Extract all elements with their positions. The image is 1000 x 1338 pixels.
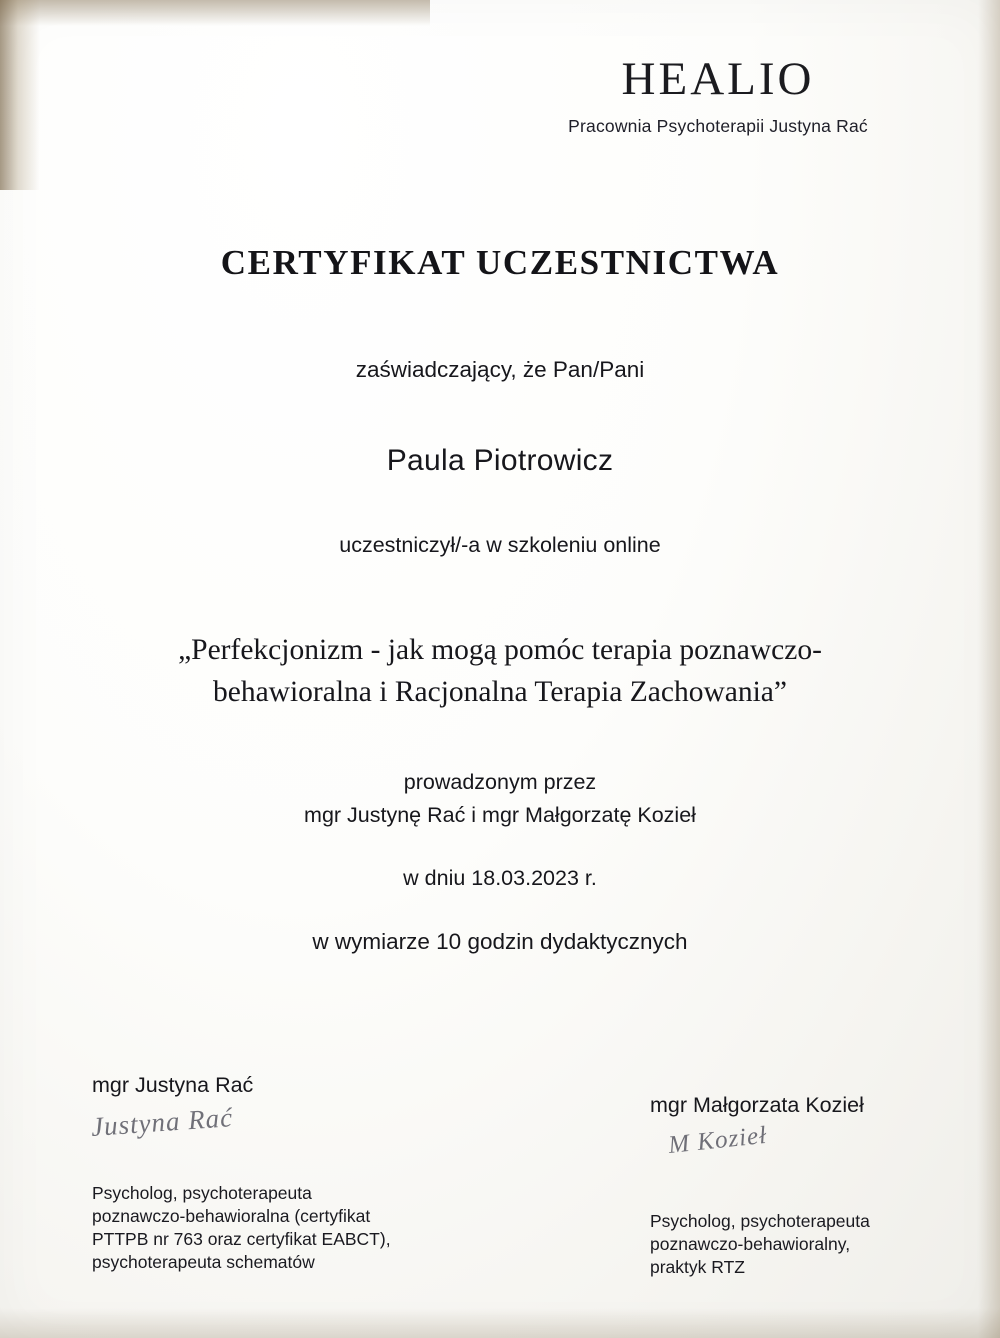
signature-name-right: mgr Małgorzata Kozieł xyxy=(650,1093,864,1117)
participation-line: uczestniczył/-a w szkoleniu online xyxy=(339,533,661,557)
handwritten-signature-right: M Kozieł xyxy=(667,1121,769,1160)
recipient-name: Paula Piotrowicz xyxy=(386,444,614,477)
brand-subtitle: Pracownia Psychoterapii Justyna Rać xyxy=(568,116,868,136)
conducted-by-label: prowadzonym przez xyxy=(403,770,597,794)
course-title-line-1: „Perfekcjonizm - jak mogą pomóc terapia poznawczo- xyxy=(178,634,822,666)
signature-role-right-line-3: praktyk RTZ xyxy=(650,1257,745,1278)
signature-role-left xyxy=(92,1182,472,1274)
signature-role-left-line-4: psychoterapeuta schematów xyxy=(92,1252,315,1273)
signature-role-right-line-2: poznawczo-behawioralny, xyxy=(650,1234,851,1255)
signature-block-left xyxy=(92,1073,472,1274)
signature-role-right xyxy=(650,1210,1000,1279)
scan-shadow-left xyxy=(0,0,40,190)
attestation-line: zaświadczający, że Pan/Pani xyxy=(355,357,645,382)
brand-header xyxy=(508,53,928,137)
page-title: CERTYFIKAT UCZESTNICTWA xyxy=(220,243,780,282)
course-date: w dniu 18.03.2023 r. xyxy=(403,866,597,890)
signature-name-left: mgr Justyna Rać xyxy=(92,1073,254,1097)
conducted-by-people: mgr Justynę Rać i mgr Małgorzatę Kozieł xyxy=(304,803,696,827)
scan-shadow-top xyxy=(0,0,430,26)
scan-shadow-bottom xyxy=(0,1308,1000,1338)
signature-role-left-line-2: poznawczo-behawioralna (certyfikat xyxy=(92,1206,371,1227)
brand-logo-text: HEALIO xyxy=(621,53,815,105)
signature-block-right xyxy=(650,1093,1000,1279)
signature-role-right-line-1: Psycholog, psychoterapeuta xyxy=(650,1211,870,1231)
course-title-line-2: behawioralna i Racjonalna Terapia Zachowania” xyxy=(213,675,787,708)
signature-role-left-line-3: PTTPB nr 763 oraz certyfikat EABCT), xyxy=(92,1229,391,1250)
course-title xyxy=(0,630,1000,714)
signature-role-left-line-1: Psycholog, psychoterapeuta xyxy=(92,1183,312,1203)
handwritten-signature-left: Justyna Rać xyxy=(90,1102,234,1142)
course-hours: w wymiarze 10 godzin dydaktycznych xyxy=(312,929,688,954)
